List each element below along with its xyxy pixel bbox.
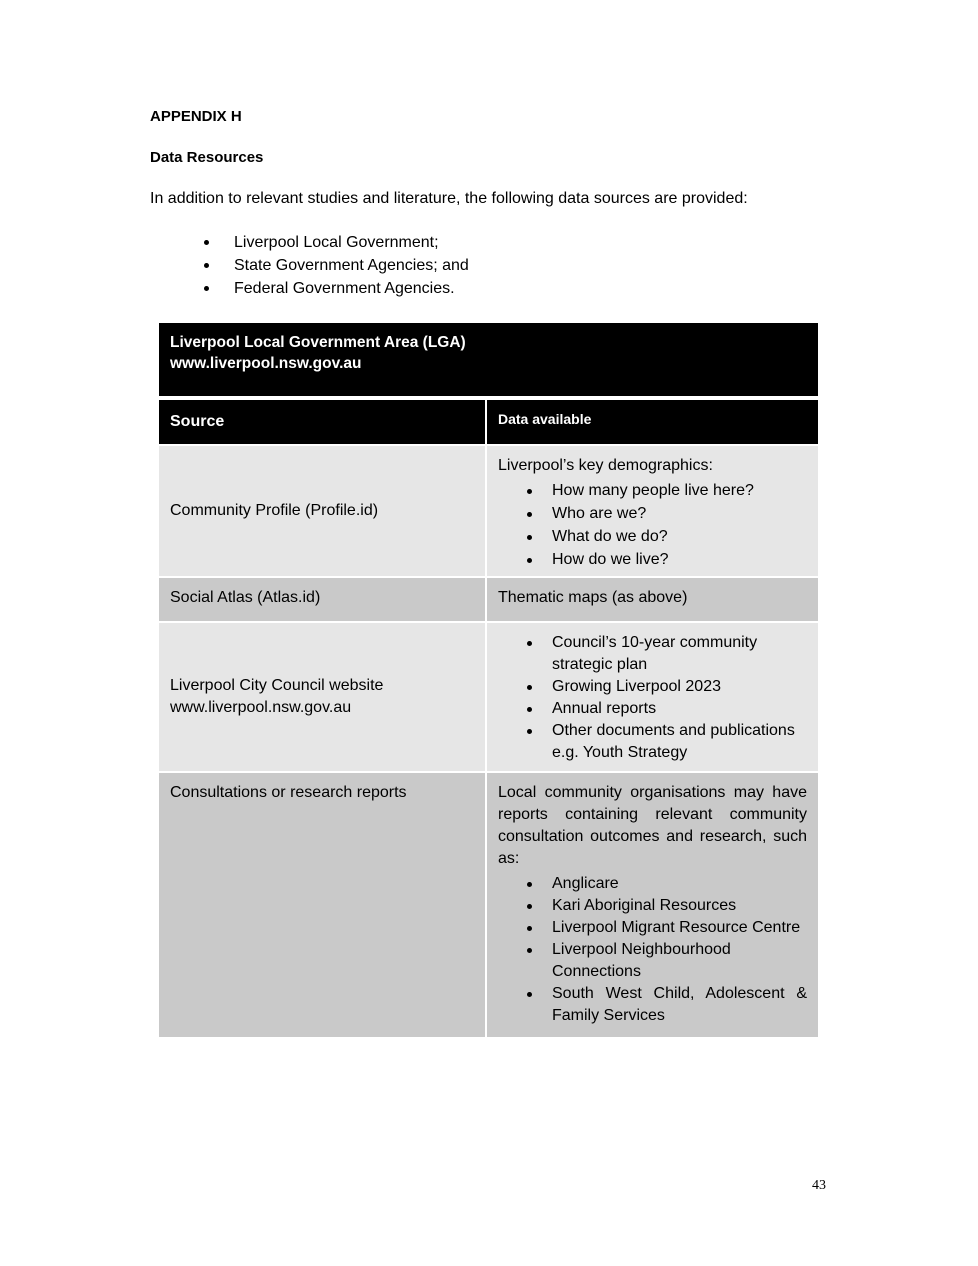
table-title-url: www.liverpool.nsw.gov.au (170, 355, 362, 372)
appendix-title: APPENDIX H (150, 108, 242, 125)
list-item: Federal Government Agencies. (150, 278, 469, 301)
list-item: Other documents and publications e.g. Youth Strategy (498, 720, 807, 764)
table-header-row (159, 400, 818, 446)
source-text: Community Profile (Profile.id) (170, 502, 379, 519)
column-header-data: Data available (487, 400, 818, 444)
list-item: Liverpool Migrant Resource Centre (498, 917, 807, 939)
table-row (159, 446, 818, 578)
table-title-banner (159, 323, 818, 396)
source-cell (159, 578, 487, 621)
data-resources-table (159, 323, 818, 1037)
table-row (159, 623, 818, 773)
page-number: 43 (812, 1178, 826, 1193)
list-item: South West Child, Adolescent & Family Services (498, 983, 807, 1027)
list-item: Liverpool Neighbourhood Connections (498, 939, 807, 983)
list-item: Who are we? (498, 503, 807, 526)
source-text: Social Atlas (Atlas.id) (170, 589, 321, 606)
list-item: What do we do? (498, 526, 807, 549)
data-list (498, 873, 807, 1027)
list-item: State Government Agencies; and (150, 255, 469, 278)
table-row (159, 578, 818, 623)
source-text: Liverpool City Council website (170, 677, 384, 694)
data-cell (487, 773, 818, 1037)
source-text: Consultations or research reports (170, 784, 407, 801)
data-intro: Liverpool’s key demographics: (498, 457, 713, 474)
list-item: Kari Aboriginal Resources (498, 895, 807, 917)
data-intro: Local community organisations may have reports containing relevant community consultation outcomes and research, such as: (498, 784, 807, 867)
list-item: Growing Liverpool 2023 (498, 676, 807, 698)
source-cell (159, 623, 487, 771)
list-item: How do we live? (498, 549, 807, 572)
intro-list (150, 232, 469, 301)
data-cell (487, 578, 818, 621)
column-header-source: Source (159, 400, 487, 444)
data-list (498, 480, 807, 572)
data-cell (487, 623, 818, 771)
table-row (159, 773, 818, 1037)
section-title: Data Resources (150, 149, 264, 166)
source-cell (159, 446, 487, 576)
list-item: How many people live here? (498, 480, 807, 503)
source-cell (159, 773, 487, 1037)
list-item: Annual reports (498, 698, 807, 720)
table-title: Liverpool Local Government Area (LGA) (170, 334, 466, 351)
intro-paragraph: In addition to relevant studies and literature, the following data sources are provided: (150, 190, 748, 207)
data-list (498, 632, 807, 764)
source-url: www.liverpool.nsw.gov.au (170, 699, 352, 716)
list-item: Liverpool Local Government; (150, 232, 469, 255)
list-item: Council’s 10-year community strategic plan (498, 632, 807, 676)
data-text: Thematic maps (as above) (498, 589, 688, 606)
data-cell (487, 446, 818, 576)
list-item: Anglicare (498, 873, 807, 895)
